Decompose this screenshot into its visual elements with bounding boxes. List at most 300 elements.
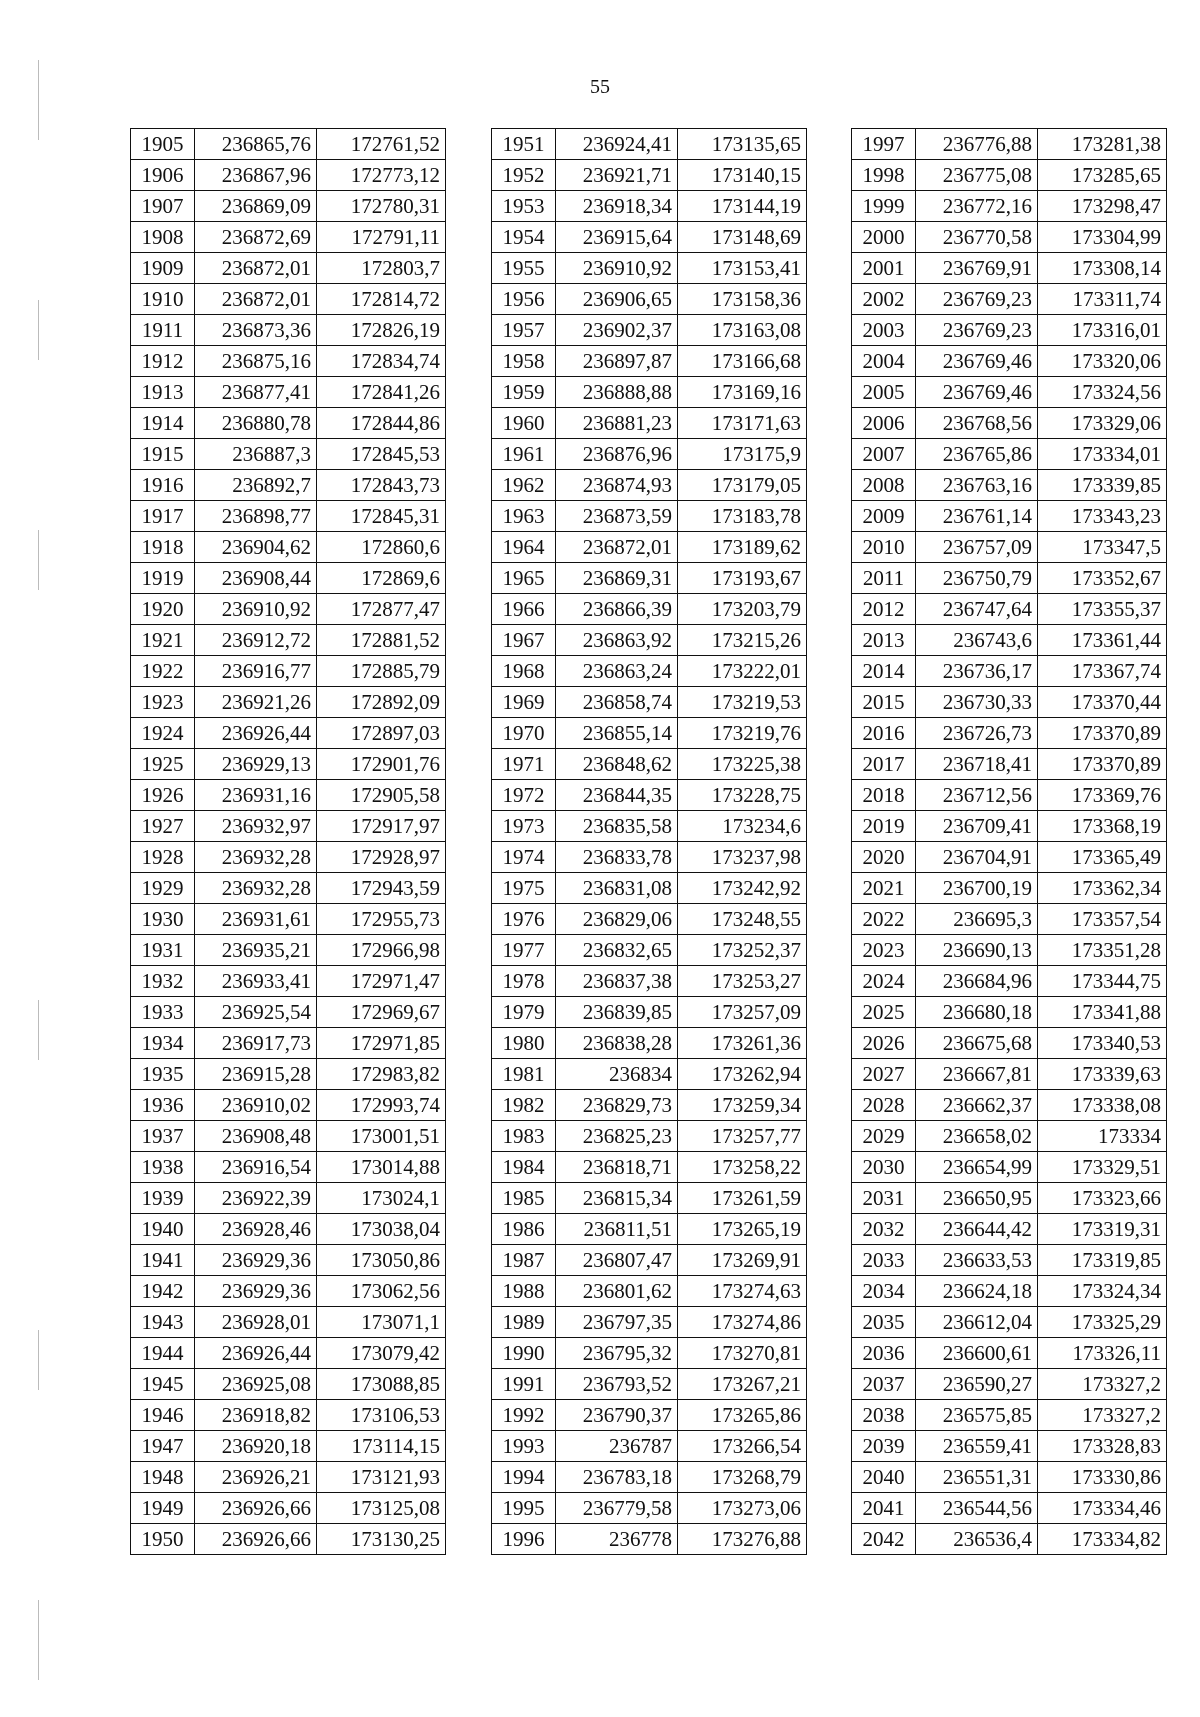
y-coordinate-cell: 173334,82 [1038, 1524, 1167, 1555]
table-row [852, 253, 1167, 284]
y-coordinate-cell: 173148,69 [678, 222, 807, 253]
y-coordinate-cell: 173347,5 [1038, 532, 1167, 563]
table-row [492, 439, 807, 470]
point-number-cell: 1971 [492, 749, 556, 780]
x-coordinate-cell: 236918,82 [195, 1400, 317, 1431]
point-number-cell: 1907 [131, 191, 195, 222]
table-row [492, 315, 807, 346]
y-coordinate-cell: 173163,08 [678, 315, 807, 346]
coordinate-table-2 [491, 128, 807, 1555]
x-coordinate-cell: 236835,58 [556, 811, 678, 842]
y-coordinate-cell: 172892,09 [317, 687, 446, 718]
table-row [852, 904, 1167, 935]
x-coordinate-cell: 236662,37 [916, 1090, 1038, 1121]
point-number-cell: 1938 [131, 1152, 195, 1183]
coordinate-table-3 [851, 128, 1167, 1555]
y-coordinate-cell: 173339,85 [1038, 470, 1167, 501]
point-number-cell: 1936 [131, 1090, 195, 1121]
x-coordinate-cell: 236881,23 [556, 408, 678, 439]
x-coordinate-cell: 236747,64 [916, 594, 1038, 625]
x-coordinate-cell: 236818,71 [556, 1152, 678, 1183]
x-coordinate-cell: 236858,74 [556, 687, 678, 718]
point-number-cell: 1970 [492, 718, 556, 749]
table-row [492, 377, 807, 408]
point-number-cell: 2002 [852, 284, 916, 315]
y-coordinate-cell: 173071,1 [317, 1307, 446, 1338]
x-coordinate-cell: 236897,87 [556, 346, 678, 377]
table-row [131, 470, 446, 501]
y-coordinate-cell: 173024,1 [317, 1183, 446, 1214]
x-coordinate-cell: 236928,46 [195, 1214, 317, 1245]
x-coordinate-cell: 236932,28 [195, 842, 317, 873]
y-coordinate-cell: 173261,36 [678, 1028, 807, 1059]
x-coordinate-cell: 236654,99 [916, 1152, 1038, 1183]
x-coordinate-cell: 236931,61 [195, 904, 317, 935]
y-coordinate-cell: 173368,19 [1038, 811, 1167, 842]
y-coordinate-cell: 172860,6 [317, 532, 446, 563]
x-coordinate-cell: 236776,88 [916, 129, 1038, 160]
table-row [492, 1183, 807, 1214]
point-number-cell: 2013 [852, 625, 916, 656]
table-row [852, 1245, 1167, 1276]
table-row [852, 1307, 1167, 1338]
point-number-cell: 2016 [852, 718, 916, 749]
table-row [492, 811, 807, 842]
y-coordinate-cell: 173361,44 [1038, 625, 1167, 656]
x-coordinate-cell: 236929,36 [195, 1245, 317, 1276]
point-number-cell: 2006 [852, 408, 916, 439]
x-coordinate-cell: 236872,01 [195, 284, 317, 315]
y-coordinate-cell: 173050,86 [317, 1245, 446, 1276]
x-coordinate-cell: 236918,34 [556, 191, 678, 222]
x-coordinate-cell: 236795,32 [556, 1338, 678, 1369]
point-number-cell: 1917 [131, 501, 195, 532]
point-number-cell: 1947 [131, 1431, 195, 1462]
table-row [131, 1493, 446, 1524]
y-coordinate-cell: 173340,53 [1038, 1028, 1167, 1059]
x-coordinate-cell: 236917,73 [195, 1028, 317, 1059]
point-number-cell: 1958 [492, 346, 556, 377]
point-number-cell: 1922 [131, 656, 195, 687]
x-coordinate-cell: 236912,72 [195, 625, 317, 656]
y-coordinate-cell: 173285,65 [1038, 160, 1167, 191]
table-row [492, 1276, 807, 1307]
point-number-cell: 1953 [492, 191, 556, 222]
y-coordinate-cell: 173267,21 [678, 1369, 807, 1400]
point-number-cell: 1944 [131, 1338, 195, 1369]
y-coordinate-cell: 173341,88 [1038, 997, 1167, 1028]
y-coordinate-cell: 172834,74 [317, 346, 446, 377]
table-row [852, 1462, 1167, 1493]
table-row [131, 656, 446, 687]
y-coordinate-cell: 172943,59 [317, 873, 446, 904]
y-coordinate-cell: 173316,01 [1038, 315, 1167, 346]
y-coordinate-cell: 173367,74 [1038, 656, 1167, 687]
x-coordinate-cell: 236863,24 [556, 656, 678, 687]
x-coordinate-cell: 236704,91 [916, 842, 1038, 873]
table-row [131, 1028, 446, 1059]
point-number-cell: 2022 [852, 904, 916, 935]
table-row [852, 1090, 1167, 1121]
y-coordinate-cell: 173344,75 [1038, 966, 1167, 997]
point-number-cell: 1946 [131, 1400, 195, 1431]
table-row [852, 129, 1167, 160]
table-row [492, 1369, 807, 1400]
y-coordinate-cell: 173014,88 [317, 1152, 446, 1183]
table-row [131, 563, 446, 594]
point-number-cell: 2018 [852, 780, 916, 811]
x-coordinate-cell: 236873,59 [556, 501, 678, 532]
point-number-cell: 2025 [852, 997, 916, 1028]
y-coordinate-cell: 172814,72 [317, 284, 446, 315]
point-number-cell: 1965 [492, 563, 556, 594]
table-row [492, 594, 807, 625]
x-coordinate-cell: 236872,01 [195, 253, 317, 284]
table-row [852, 1431, 1167, 1462]
y-coordinate-cell: 172983,82 [317, 1059, 446, 1090]
point-number-cell: 2036 [852, 1338, 916, 1369]
point-number-cell: 2032 [852, 1214, 916, 1245]
point-number-cell: 1910 [131, 284, 195, 315]
y-coordinate-cell: 173121,93 [317, 1462, 446, 1493]
x-coordinate-cell: 236931,16 [195, 780, 317, 811]
y-coordinate-cell: 173079,42 [317, 1338, 446, 1369]
point-number-cell: 2041 [852, 1493, 916, 1524]
y-coordinate-cell: 172844,86 [317, 408, 446, 439]
y-coordinate-cell: 173153,41 [678, 253, 807, 284]
point-number-cell: 1911 [131, 315, 195, 346]
table-row [492, 1214, 807, 1245]
x-coordinate-cell: 236866,39 [556, 594, 678, 625]
x-coordinate-cell: 236633,53 [916, 1245, 1038, 1276]
y-coordinate-cell: 173330,86 [1038, 1462, 1167, 1493]
point-number-cell: 1934 [131, 1028, 195, 1059]
table-row [852, 501, 1167, 532]
x-coordinate-cell: 236924,41 [556, 129, 678, 160]
point-number-cell: 1941 [131, 1245, 195, 1276]
point-number-cell: 1982 [492, 1090, 556, 1121]
y-coordinate-cell: 173339,63 [1038, 1059, 1167, 1090]
point-number-cell: 1984 [492, 1152, 556, 1183]
table-row [852, 873, 1167, 904]
y-coordinate-cell: 173298,47 [1038, 191, 1167, 222]
point-number-cell: 2000 [852, 222, 916, 253]
table-row [492, 253, 807, 284]
table-row [492, 873, 807, 904]
y-coordinate-cell: 173062,56 [317, 1276, 446, 1307]
x-coordinate-cell: 236929,36 [195, 1276, 317, 1307]
x-coordinate-cell: 236600,61 [916, 1338, 1038, 1369]
table-row [131, 1400, 446, 1431]
point-number-cell: 2039 [852, 1431, 916, 1462]
x-coordinate-cell: 236832,65 [556, 935, 678, 966]
y-coordinate-cell: 173323,66 [1038, 1183, 1167, 1214]
point-number-cell: 2026 [852, 1028, 916, 1059]
x-coordinate-cell: 236904,62 [195, 532, 317, 563]
point-number-cell: 1956 [492, 284, 556, 315]
y-coordinate-cell: 173319,85 [1038, 1245, 1167, 1276]
point-number-cell: 1933 [131, 997, 195, 1028]
x-coordinate-cell: 236700,19 [916, 873, 1038, 904]
x-coordinate-cell: 236831,08 [556, 873, 678, 904]
point-number-cell: 1939 [131, 1183, 195, 1214]
x-coordinate-cell: 236769,91 [916, 253, 1038, 284]
point-number-cell: 1924 [131, 718, 195, 749]
y-coordinate-cell: 173329,51 [1038, 1152, 1167, 1183]
x-coordinate-cell: 236590,27 [916, 1369, 1038, 1400]
point-number-cell: 2027 [852, 1059, 916, 1090]
x-coordinate-cell: 236695,3 [916, 904, 1038, 935]
table-row [131, 1121, 446, 1152]
y-coordinate-cell: 172845,31 [317, 501, 446, 532]
x-coordinate-cell: 236877,41 [195, 377, 317, 408]
point-number-cell: 2009 [852, 501, 916, 532]
y-coordinate-cell: 173325,29 [1038, 1307, 1167, 1338]
x-coordinate-cell: 236551,31 [916, 1462, 1038, 1493]
y-coordinate-cell: 173370,89 [1038, 718, 1167, 749]
table-row [131, 811, 446, 842]
y-coordinate-cell: 172826,19 [317, 315, 446, 346]
y-coordinate-cell: 173334,01 [1038, 439, 1167, 470]
point-number-cell: 1968 [492, 656, 556, 687]
x-coordinate-cell: 236690,13 [916, 935, 1038, 966]
point-number-cell: 1992 [492, 1400, 556, 1431]
point-number-cell: 1923 [131, 687, 195, 718]
x-coordinate-cell: 236718,41 [916, 749, 1038, 780]
y-coordinate-cell: 172841,26 [317, 377, 446, 408]
point-number-cell: 1918 [131, 532, 195, 563]
table-row [852, 563, 1167, 594]
table-row [131, 253, 446, 284]
y-coordinate-cell: 172869,6 [317, 563, 446, 594]
table-row [852, 1059, 1167, 1090]
table-row [492, 1245, 807, 1276]
y-coordinate-cell: 172897,03 [317, 718, 446, 749]
y-coordinate-cell: 173237,98 [678, 842, 807, 873]
x-coordinate-cell: 236743,6 [916, 625, 1038, 656]
x-coordinate-cell: 236873,36 [195, 315, 317, 346]
point-number-cell: 1964 [492, 532, 556, 563]
x-coordinate-cell: 236778 [556, 1524, 678, 1555]
y-coordinate-cell: 173219,53 [678, 687, 807, 718]
point-number-cell: 1993 [492, 1431, 556, 1462]
table-row [852, 687, 1167, 718]
x-coordinate-cell: 236650,95 [916, 1183, 1038, 1214]
x-coordinate-cell: 236775,08 [916, 160, 1038, 191]
x-coordinate-cell: 236933,41 [195, 966, 317, 997]
table-row [852, 284, 1167, 315]
table-row [852, 1183, 1167, 1214]
x-coordinate-cell: 236929,13 [195, 749, 317, 780]
point-number-cell: 2023 [852, 935, 916, 966]
table-row [492, 1121, 807, 1152]
point-number-cell: 2003 [852, 315, 916, 346]
point-number-cell: 1950 [131, 1524, 195, 1555]
y-coordinate-cell: 173357,54 [1038, 904, 1167, 935]
x-coordinate-cell: 236575,85 [916, 1400, 1038, 1431]
y-coordinate-cell: 173268,79 [678, 1462, 807, 1493]
point-number-cell: 1976 [492, 904, 556, 935]
x-coordinate-cell: 236928,01 [195, 1307, 317, 1338]
y-coordinate-cell: 172845,53 [317, 439, 446, 470]
y-coordinate-cell: 173183,78 [678, 501, 807, 532]
point-number-cell: 1961 [492, 439, 556, 470]
table-row [852, 222, 1167, 253]
table-row [131, 346, 446, 377]
y-coordinate-cell: 173370,89 [1038, 749, 1167, 780]
table-row [492, 470, 807, 501]
y-coordinate-cell: 173171,63 [678, 408, 807, 439]
y-coordinate-cell: 173355,37 [1038, 594, 1167, 625]
y-coordinate-cell: 173169,16 [678, 377, 807, 408]
point-number-cell: 1931 [131, 935, 195, 966]
table-row [852, 1214, 1167, 1245]
point-number-cell: 1981 [492, 1059, 556, 1090]
x-coordinate-cell: 236612,04 [916, 1307, 1038, 1338]
y-coordinate-cell: 173215,26 [678, 625, 807, 656]
table-row [131, 1431, 446, 1462]
table-row [492, 1307, 807, 1338]
y-coordinate-cell: 173334 [1038, 1121, 1167, 1152]
point-number-cell: 1905 [131, 129, 195, 160]
x-coordinate-cell: 236807,47 [556, 1245, 678, 1276]
x-coordinate-cell: 236926,66 [195, 1493, 317, 1524]
x-coordinate-cell: 236536,4 [916, 1524, 1038, 1555]
y-coordinate-cell: 173219,76 [678, 718, 807, 749]
y-coordinate-cell: 172993,74 [317, 1090, 446, 1121]
table-row [131, 1338, 446, 1369]
x-coordinate-cell: 236680,18 [916, 997, 1038, 1028]
point-number-cell: 1979 [492, 997, 556, 1028]
y-coordinate-cell: 173193,67 [678, 563, 807, 594]
table-row [131, 408, 446, 439]
table-row [852, 780, 1167, 811]
table-row [492, 1524, 807, 1555]
point-number-cell: 2005 [852, 377, 916, 408]
y-coordinate-cell: 173266,54 [678, 1431, 807, 1462]
table-row [131, 160, 446, 191]
table-row [852, 935, 1167, 966]
page-number: 55 [590, 76, 610, 98]
point-number-cell: 1990 [492, 1338, 556, 1369]
y-coordinate-cell: 173088,85 [317, 1369, 446, 1400]
x-coordinate-cell: 236761,14 [916, 501, 1038, 532]
table-row [131, 129, 446, 160]
point-number-cell: 1927 [131, 811, 195, 842]
point-number-cell: 1906 [131, 160, 195, 191]
point-number-cell: 2011 [852, 563, 916, 594]
x-coordinate-cell: 236925,08 [195, 1369, 317, 1400]
y-coordinate-cell: 173362,34 [1038, 873, 1167, 904]
x-coordinate-cell: 236825,23 [556, 1121, 678, 1152]
x-coordinate-cell: 236915,28 [195, 1059, 317, 1090]
table-row [852, 439, 1167, 470]
y-coordinate-cell: 173324,34 [1038, 1276, 1167, 1307]
y-coordinate-cell: 173225,38 [678, 749, 807, 780]
coordinate-table-1 [130, 128, 446, 1555]
point-number-cell: 1974 [492, 842, 556, 873]
table-row [852, 532, 1167, 563]
x-coordinate-cell: 236769,23 [916, 315, 1038, 346]
y-coordinate-cell: 173228,75 [678, 780, 807, 811]
table-row [852, 656, 1167, 687]
table-row [852, 470, 1167, 501]
table-row [131, 284, 446, 315]
point-number-cell: 1925 [131, 749, 195, 780]
x-coordinate-cell: 236921,26 [195, 687, 317, 718]
y-coordinate-cell: 173106,53 [317, 1400, 446, 1431]
y-coordinate-cell: 173242,92 [678, 873, 807, 904]
x-coordinate-cell: 236892,7 [195, 470, 317, 501]
table-row [131, 1152, 446, 1183]
point-number-cell: 1914 [131, 408, 195, 439]
table-row [131, 873, 446, 904]
x-coordinate-cell: 236757,09 [916, 532, 1038, 563]
point-number-cell: 2004 [852, 346, 916, 377]
x-coordinate-cell: 236559,41 [916, 1431, 1038, 1462]
y-coordinate-cell: 173257,09 [678, 997, 807, 1028]
y-coordinate-cell: 173158,36 [678, 284, 807, 315]
point-number-cell: 1919 [131, 563, 195, 594]
x-coordinate-cell: 236932,28 [195, 873, 317, 904]
x-coordinate-cell: 236922,39 [195, 1183, 317, 1214]
x-coordinate-cell: 236811,51 [556, 1214, 678, 1245]
y-coordinate-cell: 173144,19 [678, 191, 807, 222]
x-coordinate-cell: 236684,96 [916, 966, 1038, 997]
point-number-cell: 1983 [492, 1121, 556, 1152]
x-coordinate-cell: 236644,42 [916, 1214, 1038, 1245]
x-coordinate-cell: 236910,92 [556, 253, 678, 284]
x-coordinate-cell: 236837,38 [556, 966, 678, 997]
point-number-cell: 1921 [131, 625, 195, 656]
table-row [492, 997, 807, 1028]
x-coordinate-cell: 236750,79 [916, 563, 1038, 594]
point-number-cell: 1940 [131, 1214, 195, 1245]
y-coordinate-cell: 173262,94 [678, 1059, 807, 1090]
point-number-cell: 2017 [852, 749, 916, 780]
y-coordinate-cell: 172780,31 [317, 191, 446, 222]
point-number-cell: 1913 [131, 377, 195, 408]
point-number-cell: 1963 [492, 501, 556, 532]
table-row [131, 1307, 446, 1338]
y-coordinate-cell: 173248,55 [678, 904, 807, 935]
y-coordinate-cell: 172955,73 [317, 904, 446, 935]
y-coordinate-cell: 173257,77 [678, 1121, 807, 1152]
y-coordinate-cell: 173308,14 [1038, 253, 1167, 284]
x-coordinate-cell: 236790,37 [556, 1400, 678, 1431]
x-coordinate-cell: 236925,54 [195, 997, 317, 1028]
x-coordinate-cell: 236915,64 [556, 222, 678, 253]
margin-mark [38, 1330, 39, 1390]
x-coordinate-cell: 236624,18 [916, 1276, 1038, 1307]
x-coordinate-cell: 236838,28 [556, 1028, 678, 1059]
table-row [131, 904, 446, 935]
x-coordinate-cell: 236888,88 [556, 377, 678, 408]
x-coordinate-cell: 236726,73 [916, 718, 1038, 749]
point-number-cell: 2007 [852, 439, 916, 470]
x-coordinate-cell: 236921,71 [556, 160, 678, 191]
y-coordinate-cell: 172901,76 [317, 749, 446, 780]
x-coordinate-cell: 236833,78 [556, 842, 678, 873]
x-coordinate-cell: 236839,85 [556, 997, 678, 1028]
table-row [492, 1090, 807, 1121]
table-row [852, 1028, 1167, 1059]
y-coordinate-cell: 172773,12 [317, 160, 446, 191]
y-coordinate-cell: 173338,08 [1038, 1090, 1167, 1121]
point-number-cell: 1943 [131, 1307, 195, 1338]
x-coordinate-cell: 236935,21 [195, 935, 317, 966]
point-number-cell: 2024 [852, 966, 916, 997]
